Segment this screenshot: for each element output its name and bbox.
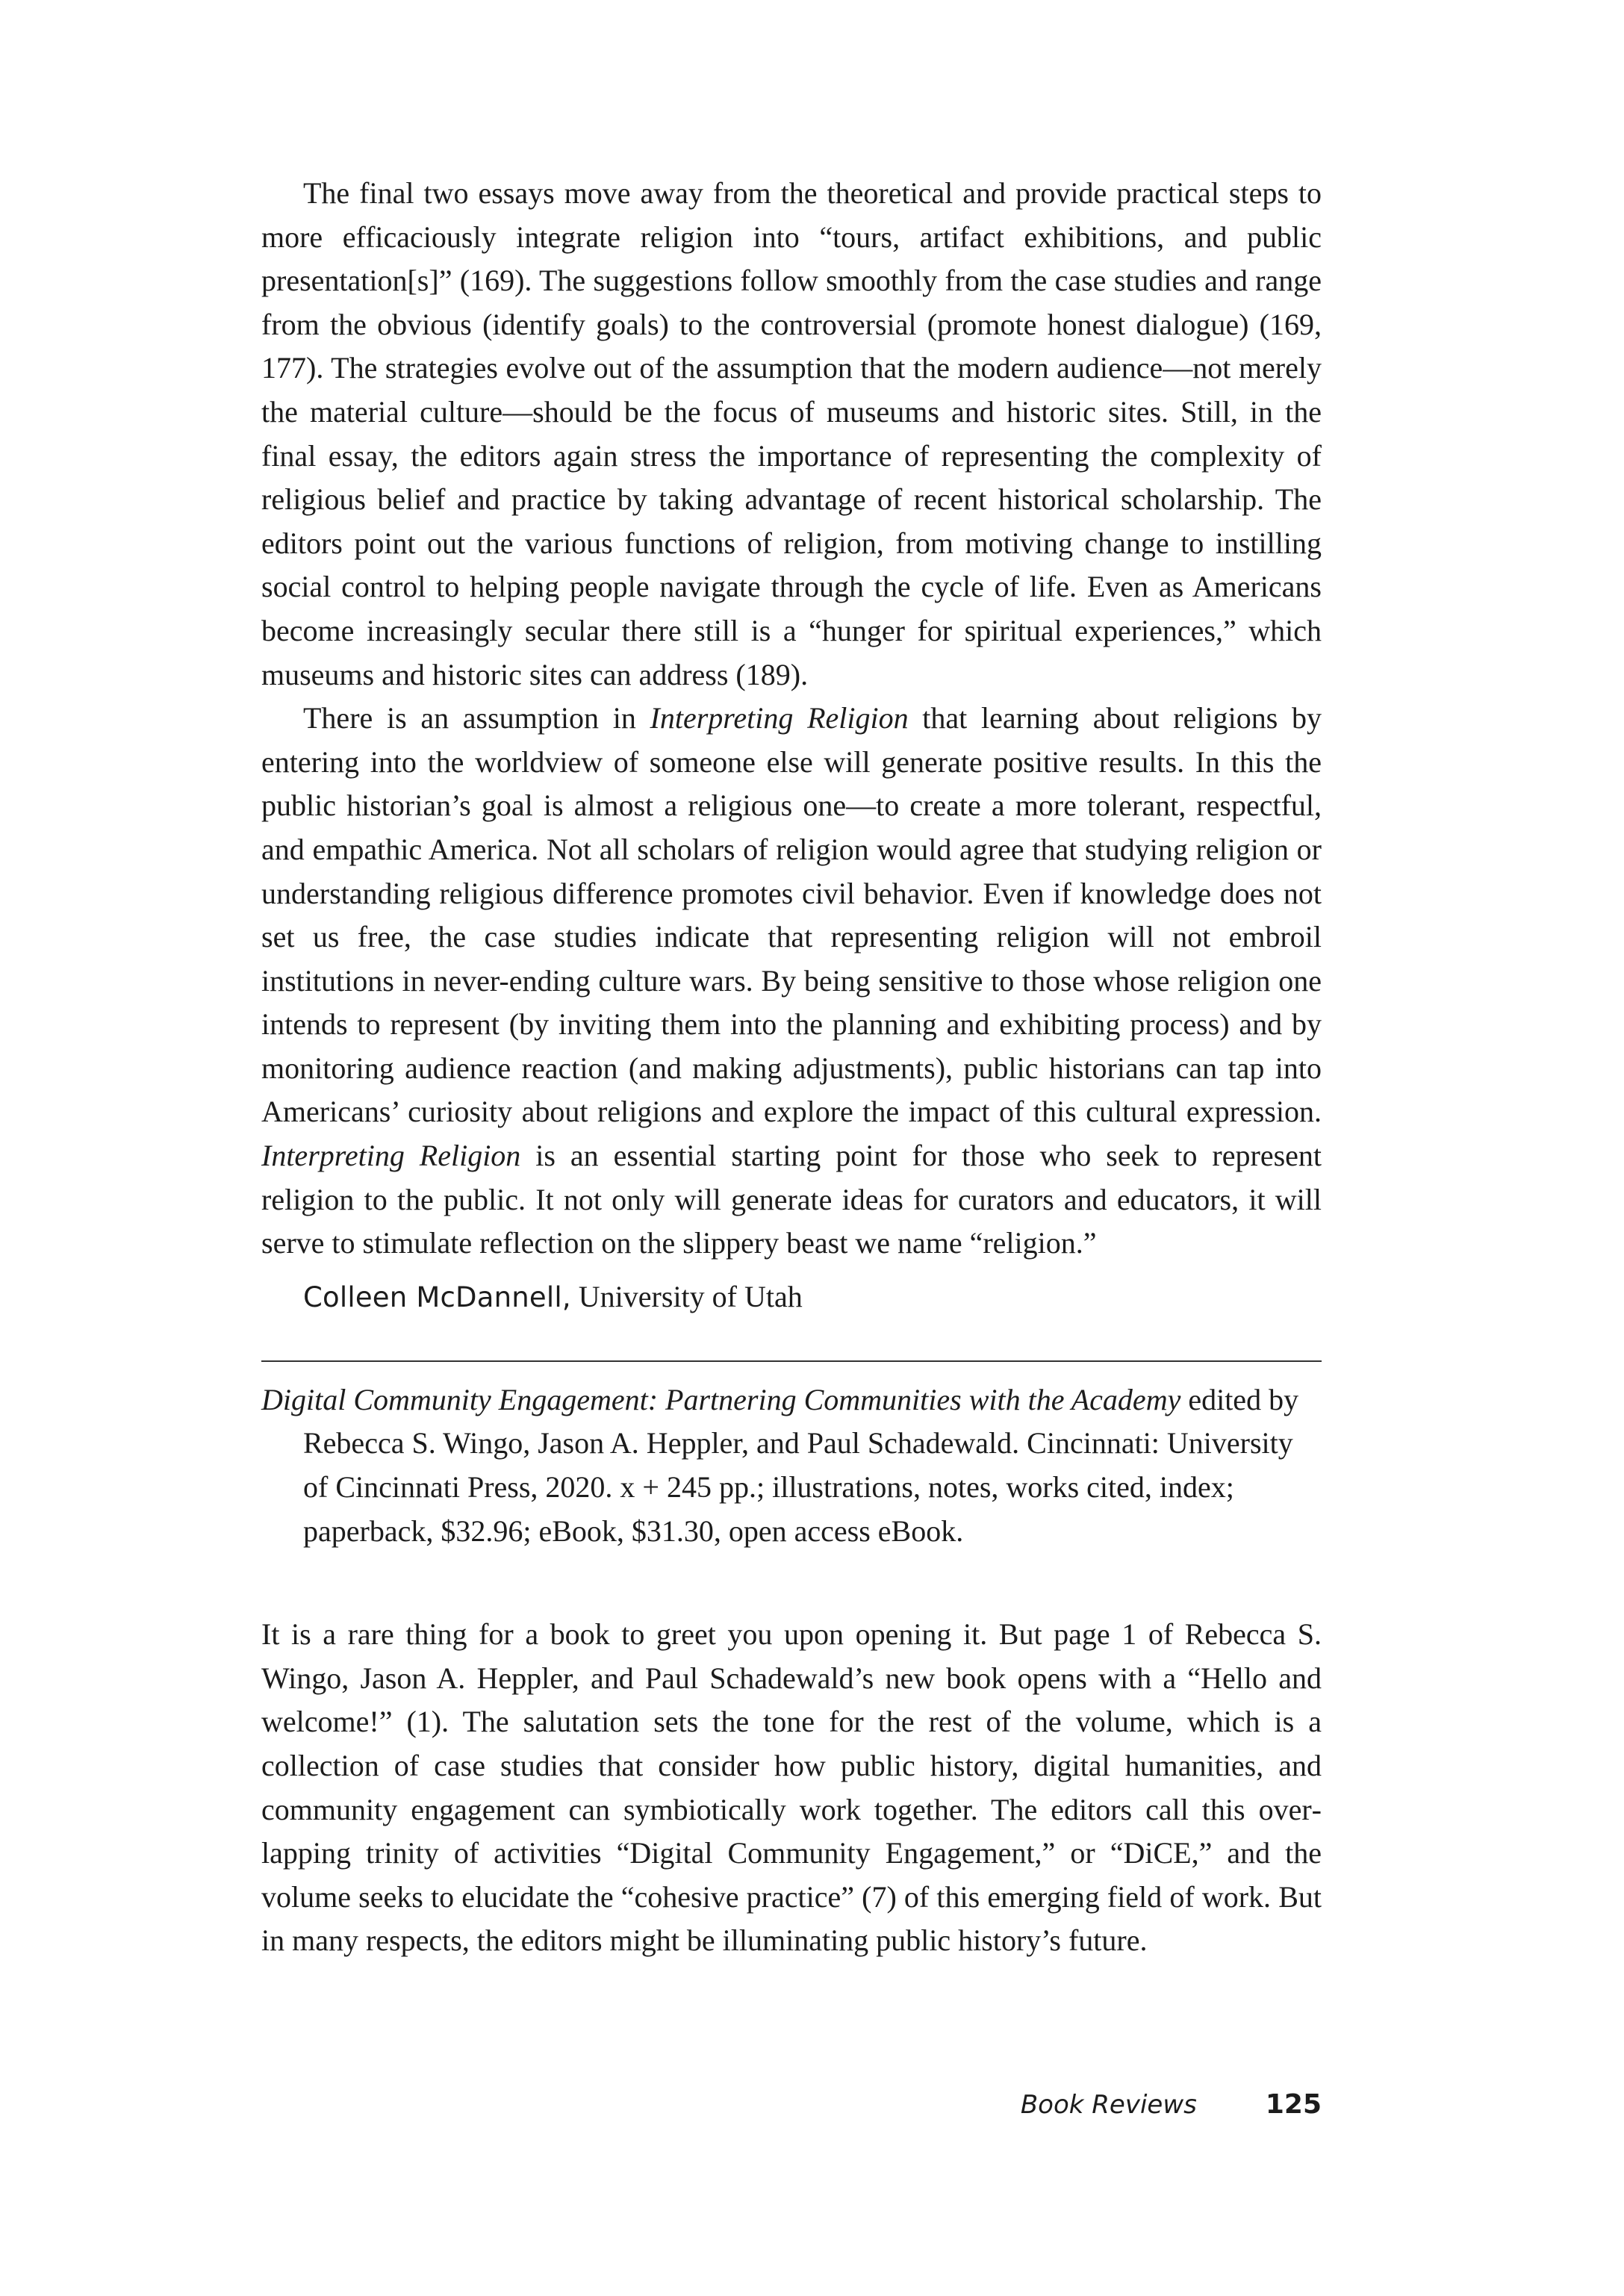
book-title-interpreting-religion: Interpreting Religion — [650, 701, 909, 735]
review1-paragraph-1: The final two essays move away from the theoretical and provide practical steps to more efficaciously integrate religion into “tours, artifact exhibitions, and public presentation[s]” (169). The suggestions follow smoothly from the case studies and range from the obvious (identify goals) to the controversial (promote honest dialogue) (169, 177). The strategies evolve out of the assumption that the modern audience—not merely the material culture—should be the focus of museums and historic sites. Still, in the final essay, the editors again stress the importance of representing the complexity of religious belief and practice by taking advantage of recent historical scholarship. The editors point out the various functions of religion, from motiving change to instilling social control to helping people navigate through the cycle of life. Even as Americans become increasingly secular there still is a “hunger for spiritual experiences,” which museums and historic sites can address (189). — [261, 176, 1322, 691]
review1-paragraph-2-part-2: that learning about religions by entering into the worldview of someone else will generate positive results. In this the public historian’s goal is almost a religious one—to create a more tolerant, respectful, and empathic America. Not all scholars of religion would agree that studying religion or understanding religious difference promotes civil behavior. Even if knowledge does not set us free, the case studies indicate that representing religion will not embroil institutions in never-ending culture wars. By being sensitive to those whose religion one intends to represent (by inviting them into the planning and exhibiting process) and by monitoring audience reaction (and making adjustments), public historians can tap into Americans’ curiosity about religions and explore the impact of this cultural expression. — [261, 701, 1322, 1129]
section-divider — [261, 1360, 1322, 1362]
review1-paragraph-2 — [261, 697, 1322, 1266]
book-citation — [261, 1378, 1322, 1553]
page-number: 125 — [1265, 2089, 1322, 2120]
review2-paragraph-1: It is a rare thing for a book to greet you upon opening it. But page 1 of Rebecca S. Wingo, Jason A. Heppler, and Paul Schadewald’s new book opens with a “Hello and welcome!” (1). The salutation sets the tone for the rest of the volume, which is a collection of case studies that consider how public history, digital humanities, and community engagement can symbiotically work together. The editors call this overlapping trinity of activities “Digital Community Engagement,” or “DiCE,” and the volume seeks to elucidate the “cohesive practice” (7) of this emerging field of work. But in many respects, the editors might be illuminating public history’s future. — [261, 1617, 1322, 1958]
citation-details: edited by Rebecca S. Wingo, Jason A. Heppler, and Paul Schadewald. Cincinnati: University of Cincinnati Press, 2020. x + 245 pp.; illustrations, notes, works cited, index; paperback, $32.96; eBook, $31.30, open access eBook. — [303, 1382, 1299, 1548]
citation-book-title: Digital Community Engagement: Partnering Communities with the Academy — [261, 1382, 1181, 1416]
page-body — [261, 172, 1322, 1963]
reviewer-affiliation: University of Utah — [570, 1279, 803, 1313]
reviewer-signature — [261, 1275, 1322, 1320]
review-digital-community-engagement — [261, 1378, 1322, 1963]
page-footer — [1021, 2089, 1322, 2120]
book-title-interpreting-religion-2: Interpreting Religion — [261, 1139, 521, 1173]
review1-paragraph-2-part-1: There is an assumption in — [303, 701, 650, 735]
review1-paragraph-2-part-3: is an essential starting point for those who seek to represent religion to the public. It not only will generate ideas for curators and educators, it will serve to stimulate reflection on the slippery beast we name “religion.” — [261, 1139, 1322, 1260]
running-head: Book Reviews — [1020, 2090, 1197, 2120]
review-religion-continued — [261, 172, 1322, 1320]
reviewer-name: Colleen McDannell, — [303, 1281, 571, 1313]
